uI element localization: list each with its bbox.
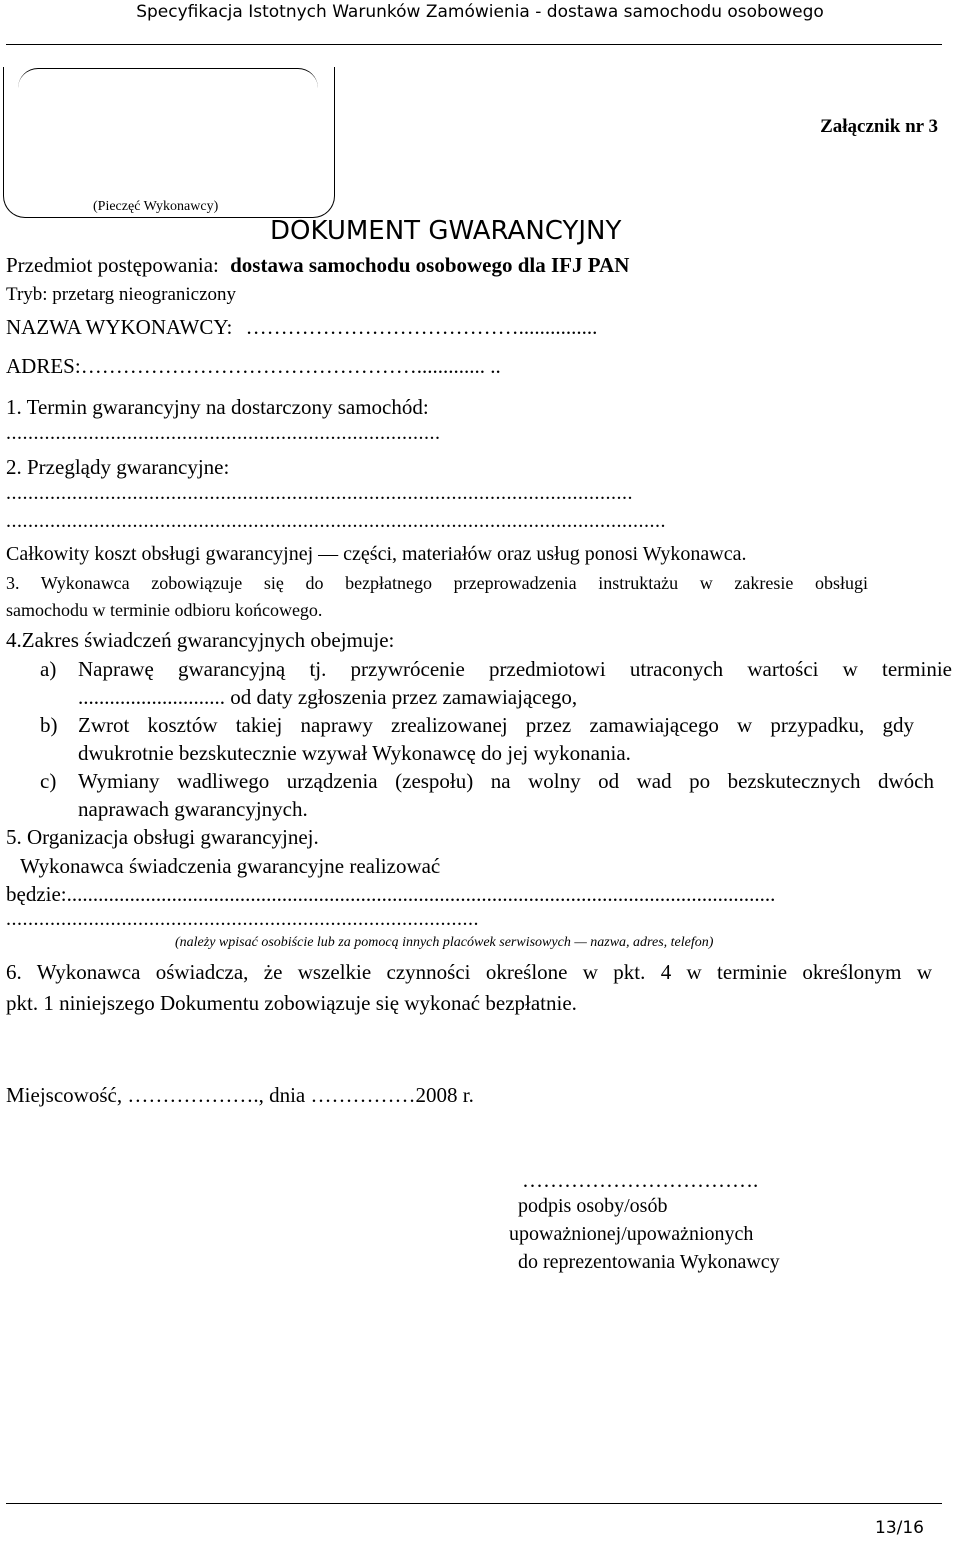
item4-a-line1: Naprawę gwarancyjną tj. przywrócenie przedmiotowi utraconych wartości w terminie	[78, 657, 952, 681]
item3-line2: samochodu w terminie odbioru końcowego.	[6, 600, 323, 620]
item1-label: 1. Termin gwarancyjny na dostarczony samochód:	[6, 395, 429, 419]
item2-label: 2. Przeglądy gwarancyjne:	[6, 455, 230, 479]
item6-line2: pkt. 1 niniejszego Dokumentu zobowiązuje się wykonać bezpłatnie.	[6, 991, 577, 1015]
item2-cost-text: Całkowity koszt obsługi gwarancyjnej — części, materiałów oraz usług ponosi Wykonawca.	[6, 543, 747, 565]
subject-label: Przedmiot postępowania:	[6, 253, 219, 277]
signature-field[interactable]: …………………………….	[522, 1168, 759, 1192]
contractor-name-line	[6, 315, 597, 340]
document-title: DOKUMENT GWARANCYJNY	[270, 216, 622, 246]
item2-field-2[interactable]: ........................................................................................................................	[6, 510, 666, 532]
date-field[interactable]: ……………	[310, 1083, 416, 1107]
item4-b-line2: dwukrotnie bezskutecznie wzywał Wykonawcę do jej wykonania.	[78, 741, 631, 765]
place-field[interactable]: ……………….	[127, 1083, 259, 1107]
place-label: Miejscowość,	[6, 1083, 123, 1107]
stamp-box	[3, 67, 335, 218]
item5-note: (należy wpisać osobiście lub za pomocą innych placówek serwisowych — nazwa, adres, telefon)	[175, 935, 714, 950]
subject-value: dostawa samochodu osobowego dla IFJ PAN	[230, 253, 630, 277]
header-rule	[6, 44, 942, 45]
item6-line1: 6. Wykonawca oświadcza, że wszelkie czynności określone w pkt. 4 w terminie określonym w	[6, 960, 932, 984]
header-title: Specyfikacja Istotnych Warunków Zamówienia - dostawa samochodu osobowego	[136, 2, 824, 22]
item2-field-1[interactable]: ..................................................................................................................	[6, 482, 633, 504]
year-label: 2008 r.	[415, 1083, 474, 1107]
item5-field-2[interactable]: ......................................................................................	[6, 908, 479, 930]
address-line	[6, 354, 501, 379]
item4-b-line1: Zwrot kosztów takiej naprawy zrealizowanej przez zamawiającego w przypadku, gdy	[78, 713, 914, 737]
item5-field[interactable]: będzie:.......................................................................................................................................	[6, 882, 776, 906]
place-date-line	[6, 1083, 474, 1108]
contractor-name-lead: …………………………………	[245, 315, 519, 339]
procedure-mode: Tryb: przetarg nieograniczony	[6, 284, 237, 305]
item4-a-line2: ............................ od daty zgłoszenia przez zamawiającego,	[78, 685, 578, 709]
page-number: 13/16	[875, 1518, 924, 1538]
item4-c-line2: naprawach gwarancyjnych.	[78, 797, 308, 821]
item5-label: 5. Organizacja obsługi gwarancyjnej.	[6, 825, 319, 849]
date-label: , dnia	[258, 1083, 306, 1107]
item4-c-line1: Wymiany wadliwego urządzenia (zespołu) na wolny od wad po bezskutecznych dwóch	[78, 769, 934, 793]
stamp-label: (Pieczęć Wykonawcy)	[93, 199, 219, 214]
attachment-label: Załącznik nr 3	[820, 116, 938, 137]
signature-line3: do reprezentowania Wykonawcy	[518, 1251, 780, 1273]
signature-line1: podpis osoby/osób	[518, 1195, 668, 1217]
contractor-name-label: NAZWA WYKONAWCY:	[6, 315, 233, 339]
item4-b-marker: b)	[40, 713, 58, 737]
item4-label: 4.Zakres świadczeń gwarancyjnych obejmuje:	[6, 628, 395, 652]
item4-a-marker: a)	[40, 657, 57, 681]
footer-rule	[6, 1503, 942, 1504]
signature-line2: upoważnionej/upoważnionych	[509, 1223, 754, 1245]
contractor-name-field[interactable]: ...............	[518, 315, 598, 339]
address-field[interactable]: ............. ..	[416, 354, 501, 378]
address-lead: …………………………………………	[80, 354, 417, 378]
item5-line1: Wykonawca świadczenia gwarancyjne realizować	[20, 854, 441, 878]
item1-field[interactable]: ...............................................................................	[6, 422, 441, 444]
subject-line	[6, 253, 629, 278]
item3-line1: 3. Wykonawca zobowiązuje się do bezpłatnego przeprowadzenia instruktażu w zakresie obsługi	[6, 573, 868, 593]
address-label: ADRES:	[6, 354, 81, 378]
item4-c-marker: c)	[40, 769, 57, 793]
